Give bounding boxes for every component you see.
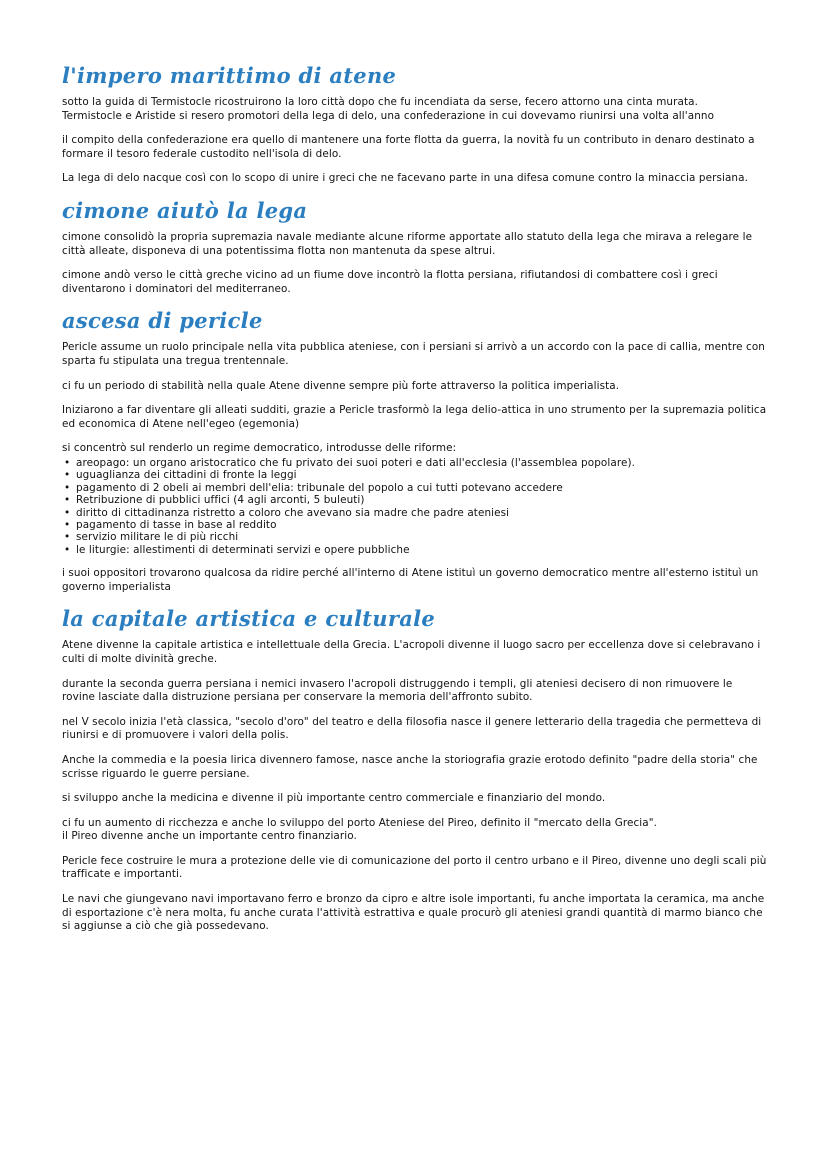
paragraph: Iniziarono a far diventare gli alleati sudditi, grazie a Pericle trasformò la lega delio-attica in uno strumento per la supremazia politica ed economica di Atene nell'egeo (egemonia) (62, 404, 767, 430)
paragraph: durante la seconda guerra persiana i nemici invasero l'acropoli distruggendo i templi, gli ateniesi decisero di non rimuovere le rovine lasciate dalla distruzione persiana per conservare la memoria dell'affronto subito. (62, 677, 733, 704)
paragraph: sotto la guida di Termistocle ricostruirono la loro città dopo che fu incendiata da serse, fecero attorno una cinta murata. Termistocle e Aristide si resero promotori della lega di delo, una confederazione in cui dovevamo riunirsi una volta all'anno (62, 96, 715, 122)
paragraph: Pericle assume un ruolo principale nella vita pubblica ateniese, con i persiani si arrivò a un accordo con la pace di callia, mentre con sparta fu stipulata una tregua trentennale. (62, 341, 765, 367)
list-item: • pagamento di tasse in base al reddito (76, 519, 768, 531)
section-cimone (62, 197, 768, 296)
paragraph: Le navi che giungevano navi importavano ferro e bronzo da cipro e altre isole importanti, fu anche importata la ceramica, ma anche di esportazione c'è nera molta, fu anche curata l'attività estrattiva e quale procurò gli ateniesi grandi quantità di marmo bianco che si aggiunse a ciò che già possedevano. (62, 893, 765, 933)
list-item: • uguaglianza dei cittadini di fronte la leggi (76, 469, 768, 481)
paragraph: ci fu un periodo di stabilità nella quale Atene divenne sempre più forte attraverso la politica imperialista. (62, 379, 620, 392)
section-heading: cimone aiutò la lega (62, 197, 308, 223)
list-item: • le liturgie: allestimenti di determinati servizi e opere pubbliche (76, 544, 768, 556)
section-heading: la capitale artistica e culturale (62, 606, 436, 632)
paragraph: Anche la commedia e la poesia lirica divennero famose, nasce anche la storiografia grazie erotodo definito "padre della storia" che scrisse riguardo le guerre persiane. (62, 753, 758, 780)
paragraph: si sviluppo anche la medicina e divenne il più importante centro commerciale e finanziario del mondo. (62, 792, 606, 805)
section-capitale (62, 605, 768, 934)
section-pericle (62, 307, 768, 594)
paragraph: cimone consolidò la propria supremazia navale mediante alcune riforme apportate allo statuto della lega che mirava a relegare le città alleate, disponeva di una potentissima flotta non mantenuta da spese altrui. (62, 230, 753, 257)
paragraph: Pericle fece costruire le mura a protezione delle vie di comunicazione del porto il centro urbano e il Pireo, divenne uno degli scali più trafficate e importanti. (62, 854, 767, 881)
reforms-list (62, 457, 768, 556)
paragraph: i suoi oppositori trovarono qualcosa da ridire perché all'interno di Atene istituì un governo democratico mentre all'esterno istituì un governo imperialista (62, 567, 759, 593)
list-item: • servizio militare le di più ricchi (76, 531, 768, 543)
list-item: • diritto di cittadinanza ristretto a coloro che avevano sia madre che padre ateniesi (76, 507, 768, 519)
paragraph: il compito della confederazione era quello di mantenere una forte flotta da guerra, la novità fu un contributo in denaro destinato a formare il tesoro federale custodito nell'isola di delo. (62, 134, 755, 160)
paragraph: si concentrò sul renderlo un regime democratico, introdusse delle riforme: (62, 442, 457, 455)
section-impero-marittimo (62, 62, 768, 186)
paragraph: Atene divenne la capitale artistica e intellettuale della Grecia. L'acropoli divenne il luogo sacro per eccellenza dove si celebravano i culti di molte divinità greche. (62, 639, 761, 665)
section-heading: ascesa di pericle (62, 308, 263, 334)
paragraph: La lega di delo nacque così con lo scopo di unire i greci che ne facevano parte in una difesa comune contro la minaccia persiana. (62, 172, 748, 185)
list-item: • pagamento di 2 obeli ai membri dell'elia: tribunale del popolo a cui tutti potevano accedere (76, 482, 768, 494)
paragraph: cimone andò verso le città greche vicino ad un fiume dove incontrò la flotta persiana, rifiutandosi di combattere così i greci diventarono i dominatori del mediterraneo. (62, 269, 718, 295)
section-heading: l'impero marittimo di atene (62, 63, 397, 88)
list-item: • Retribuzione di pubblici uffici (4 agli arconti, 5 buleuti) (76, 494, 768, 506)
paragraph: ci fu un aumento di ricchezza e anche lo sviluppo del porto Ateniese del Pireo, definito il "mercato della Grecia". il Pireo divenne anche un importante centro finanziario. (62, 816, 658, 843)
list-item: • areopago: un organo aristocratico che fu privato dei suoi poteri e dati all'ecclesia (l'assemblea popolare). (76, 457, 768, 469)
paragraph: nel V secolo inizia l'età classica, "secolo d'oro" del teatro e della filosofia nasce il genere letterario della tragedia che permetteva di riunirsi e di promuovere i valori della polis. (62, 715, 762, 742)
